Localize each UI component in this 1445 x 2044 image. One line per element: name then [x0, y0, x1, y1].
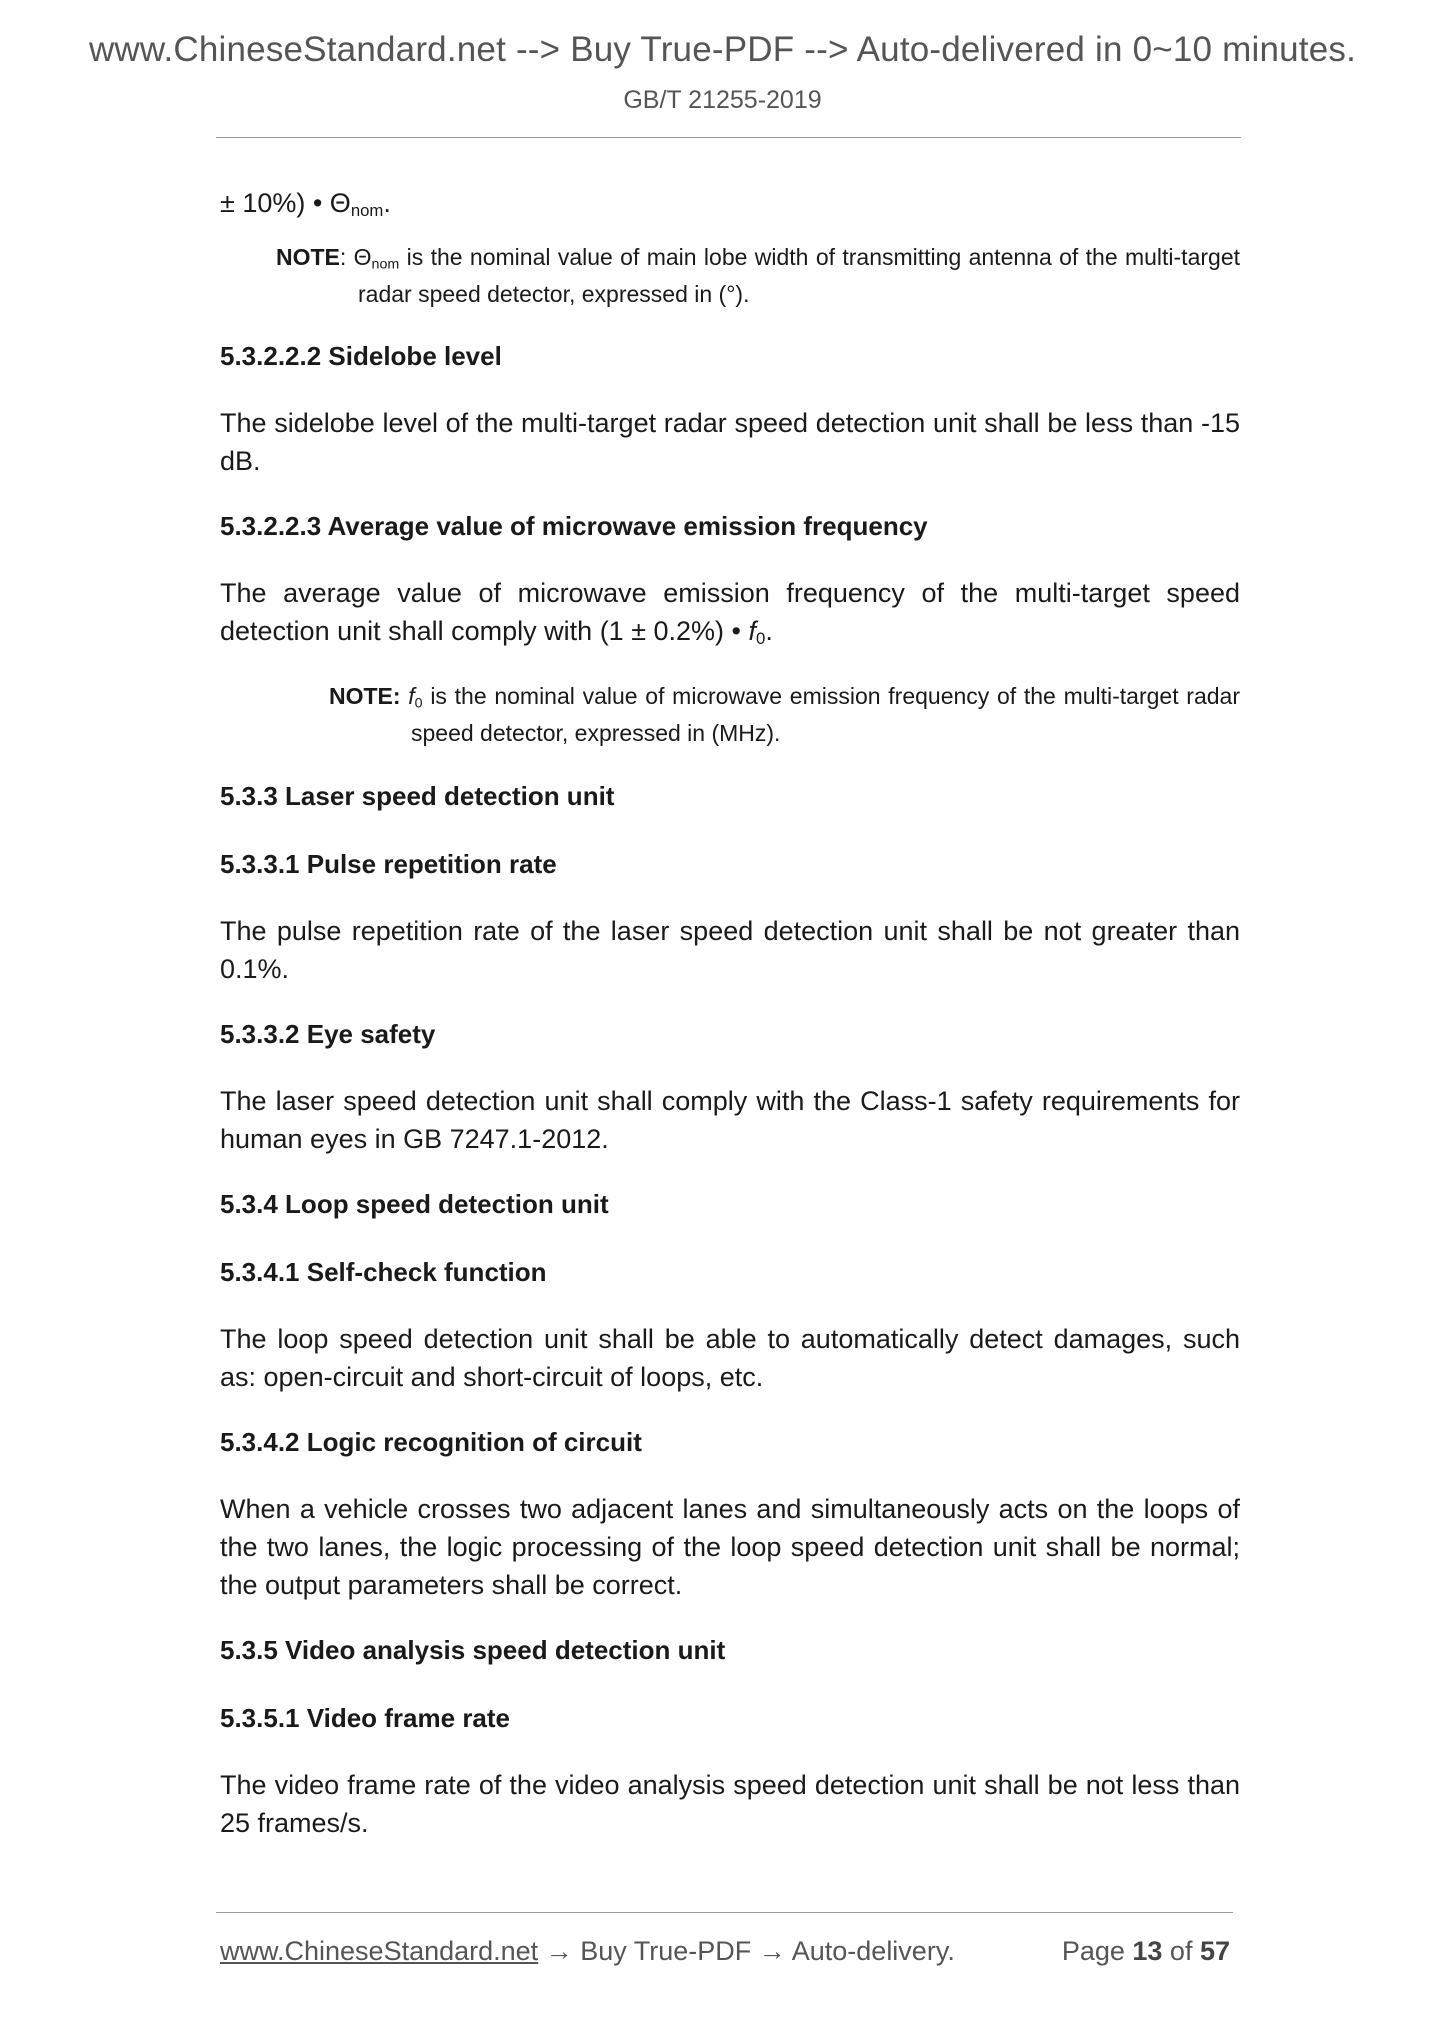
page-label: Page [1061, 1936, 1133, 1966]
standard-code: GB/T 21255-2019 [623, 86, 822, 114]
note-subscript: nom [371, 256, 400, 273]
para-self-check: The loop speed detection unit shall be able to automatically detect damages, such as: open-circuit and short-circuit of loops, etc. [220, 1324, 1240, 1392]
heading-video: 5.3.5 Video analysis speed detection unit [220, 1635, 726, 1665]
heading-pulse-rate: 5.3.3.1 Pulse repetition rate [220, 849, 557, 879]
heading-logic: 5.3.4.2 Logic recognition of circuit [220, 1427, 642, 1457]
heading-sidelobe: 5.3.2.2.2 Sidelobe level [220, 341, 502, 371]
note-label: NOTE [276, 244, 340, 270]
page-number [1062, 1936, 1230, 1967]
note-subscript: 0 [414, 695, 423, 712]
note-main-lobe [220, 239, 1240, 313]
para-logic: When a vehicle crosses two adjacent lanes and simultaneously acts on the loops of the two lanes, the logic processing of the loop speed detection unit shall be normal; the output parameters shall be correct. [220, 1494, 1240, 1600]
total-pages: 57 [1199, 1936, 1230, 1966]
heading-avg-frequency: 5.3.2.2.3 Average value of microwave emission frequency [220, 511, 928, 541]
note-label: NOTE: [329, 683, 401, 709]
heading-eye-safety: 5.3.3.2 Eye safety [220, 1019, 436, 1049]
page-footer [220, 1936, 1230, 1967]
note-symbol: f [408, 683, 415, 709]
para-avg-frequency [220, 574, 1240, 650]
page-content [220, 184, 1240, 1842]
note-symbol: Θ [353, 244, 372, 270]
current-page: 13 [1132, 1936, 1163, 1966]
note-frequency [220, 678, 1240, 752]
footer-tagline: → Buy True-PDF → Auto-delivery. [538, 1936, 955, 1966]
fragment-subscript: nom [350, 201, 384, 221]
note-text: is the nominal value of microwave emission frequency of the multi-target radar speed detector, expressed in (MHz). [411, 683, 1241, 746]
heading-laser: 5.3.3 Laser speed detection unit [220, 781, 615, 811]
para-end: . [765, 616, 773, 646]
para-pulse-rate: The pulse repetition rate of the laser speed detection unit shall be not greater than 0.1%. [220, 916, 1240, 984]
heading-loop: 5.3.4 Loop speed detection unit [220, 1189, 609, 1219]
formula-fragment [220, 184, 1240, 222]
para-eye-safety: The laser speed detection unit shall comply with the Class-1 safety requirements for human eyes in GB 7247.1-2012. [220, 1086, 1240, 1154]
frequency-subscript: 0 [756, 629, 766, 649]
footer-divider [216, 1912, 1233, 1913]
fragment-end: . [383, 188, 391, 218]
frequency-symbol: f [748, 616, 757, 646]
heading-frame-rate: 5.3.5.1 Video frame rate [220, 1703, 511, 1733]
heading-self-check: 5.3.4.1 Self-check function [220, 1257, 547, 1287]
header-divider [216, 137, 1241, 138]
para-text: The average value of microwave emission frequency of the multi-target speed detection unit shall comply with (1 ± 0.2%) • [220, 578, 1240, 646]
of-label: of [1162, 1936, 1200, 1966]
note-text: is the nominal value of main lobe width of transmitting antenna of the multi-target radar speed detector, expressed in (°). [358, 244, 1240, 307]
footer-site-link[interactable]: www.ChineseStandard.net [220, 1936, 539, 1966]
fragment-text: ± 10%) • Θ [220, 188, 351, 218]
note-colon: : [339, 244, 354, 270]
header-banner: www.ChineseStandard.net --> Buy True-PDF --> Auto-delivered in 0~10 minutes. [88, 30, 1357, 69]
para-frame-rate: The video frame rate of the video analysis speed detection unit shall be not less than 25 frames/s. [220, 1770, 1240, 1838]
para-sidelobe: The sidelobe level of the multi-target radar speed detection unit shall be less than -15 dB. [220, 408, 1240, 476]
